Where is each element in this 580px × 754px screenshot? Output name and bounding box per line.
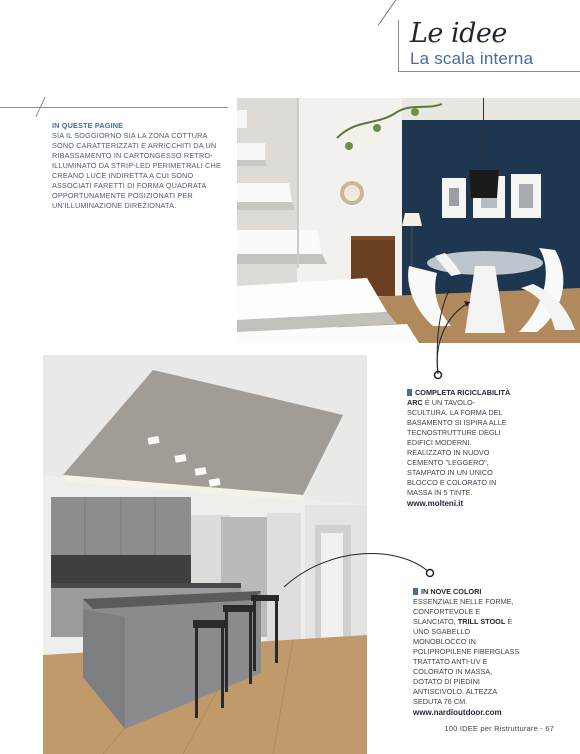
callout-arc-line — [436, 296, 476, 376]
intro-heading: IN QUESTE PAGINE — [52, 121, 124, 130]
caption-marker — [407, 389, 412, 396]
intro-rule — [0, 107, 228, 108]
page-footer: 100 IDEE per Ristrutturare - 67 — [444, 724, 554, 733]
caption-heading: IN NOVE COLORI — [421, 587, 482, 596]
caption-marker — [413, 588, 418, 595]
caption-product: TRILL STOOL — [457, 617, 506, 626]
section-subtitle: La scala interna — [410, 49, 534, 68]
caption-product: ARC — [407, 398, 423, 407]
intro-body: SIA IL SOGGIORNO SIA LA ZONA COTTURA SONO CARATTERIZZATI E ARRICCHITI DA UN RIBASSAMENTO IN CARTONGESSO RETRO-ILLUMINATO DA STRIP-LED PERIMETRALI CHE CREANO LUCE INDIRETTA A CUI SONO ASSOCIATI FARETTI DI FORMA QUADRATA OPPORTUNAMENTE POSIZIONATI PER UN'ILLUMINAZIONE DIREZIONATA. — [52, 131, 221, 210]
header-divider-horizontal — [398, 71, 580, 72]
caption-trill-stool — [413, 587, 523, 718]
caption-body: È UNO SGABELLO MONOBLOCCO IN POLIPROPILENE FIBERGLASS TRATTATO ANTI-UV E COLORATO IN MASSA, DOTATO DI PIEDINI ANTISCIVOLO. ALTEZZA SEDUTA 76 CM. — [413, 617, 520, 706]
section-title: Le idee — [410, 18, 507, 49]
caption-link-nardi[interactable]: www.nardioutdoor.com — [413, 708, 502, 717]
caption-intro: ESSENZIALE NELLE FORME, CONFORTEVOLE E SLANCIATO, — [413, 597, 514, 626]
caption-arc-table — [407, 388, 515, 509]
caption-body: È UN TAVOLO-SCULTURA. LA FORMA DEL BASAMENTO SI ISPIRA ALLE TECNOSTRUTTURE DEGLI EDIFICI MODERNI. REALIZZATO IN NUOVO CEMENTO "LEGGERO", STAMPATO IN UN UNICO BLOCCO E COLORATO IN MASSA IN 5 TINTE. — [407, 398, 507, 497]
intro-text-block — [52, 121, 222, 211]
header-divider-vertical — [398, 20, 399, 72]
caption-heading: COMPLETA RICICLABILITÀ — [415, 388, 511, 397]
caption-link-molteni[interactable]: www.molteni.it — [407, 499, 464, 508]
header-decoration-line — [378, 0, 413, 26]
